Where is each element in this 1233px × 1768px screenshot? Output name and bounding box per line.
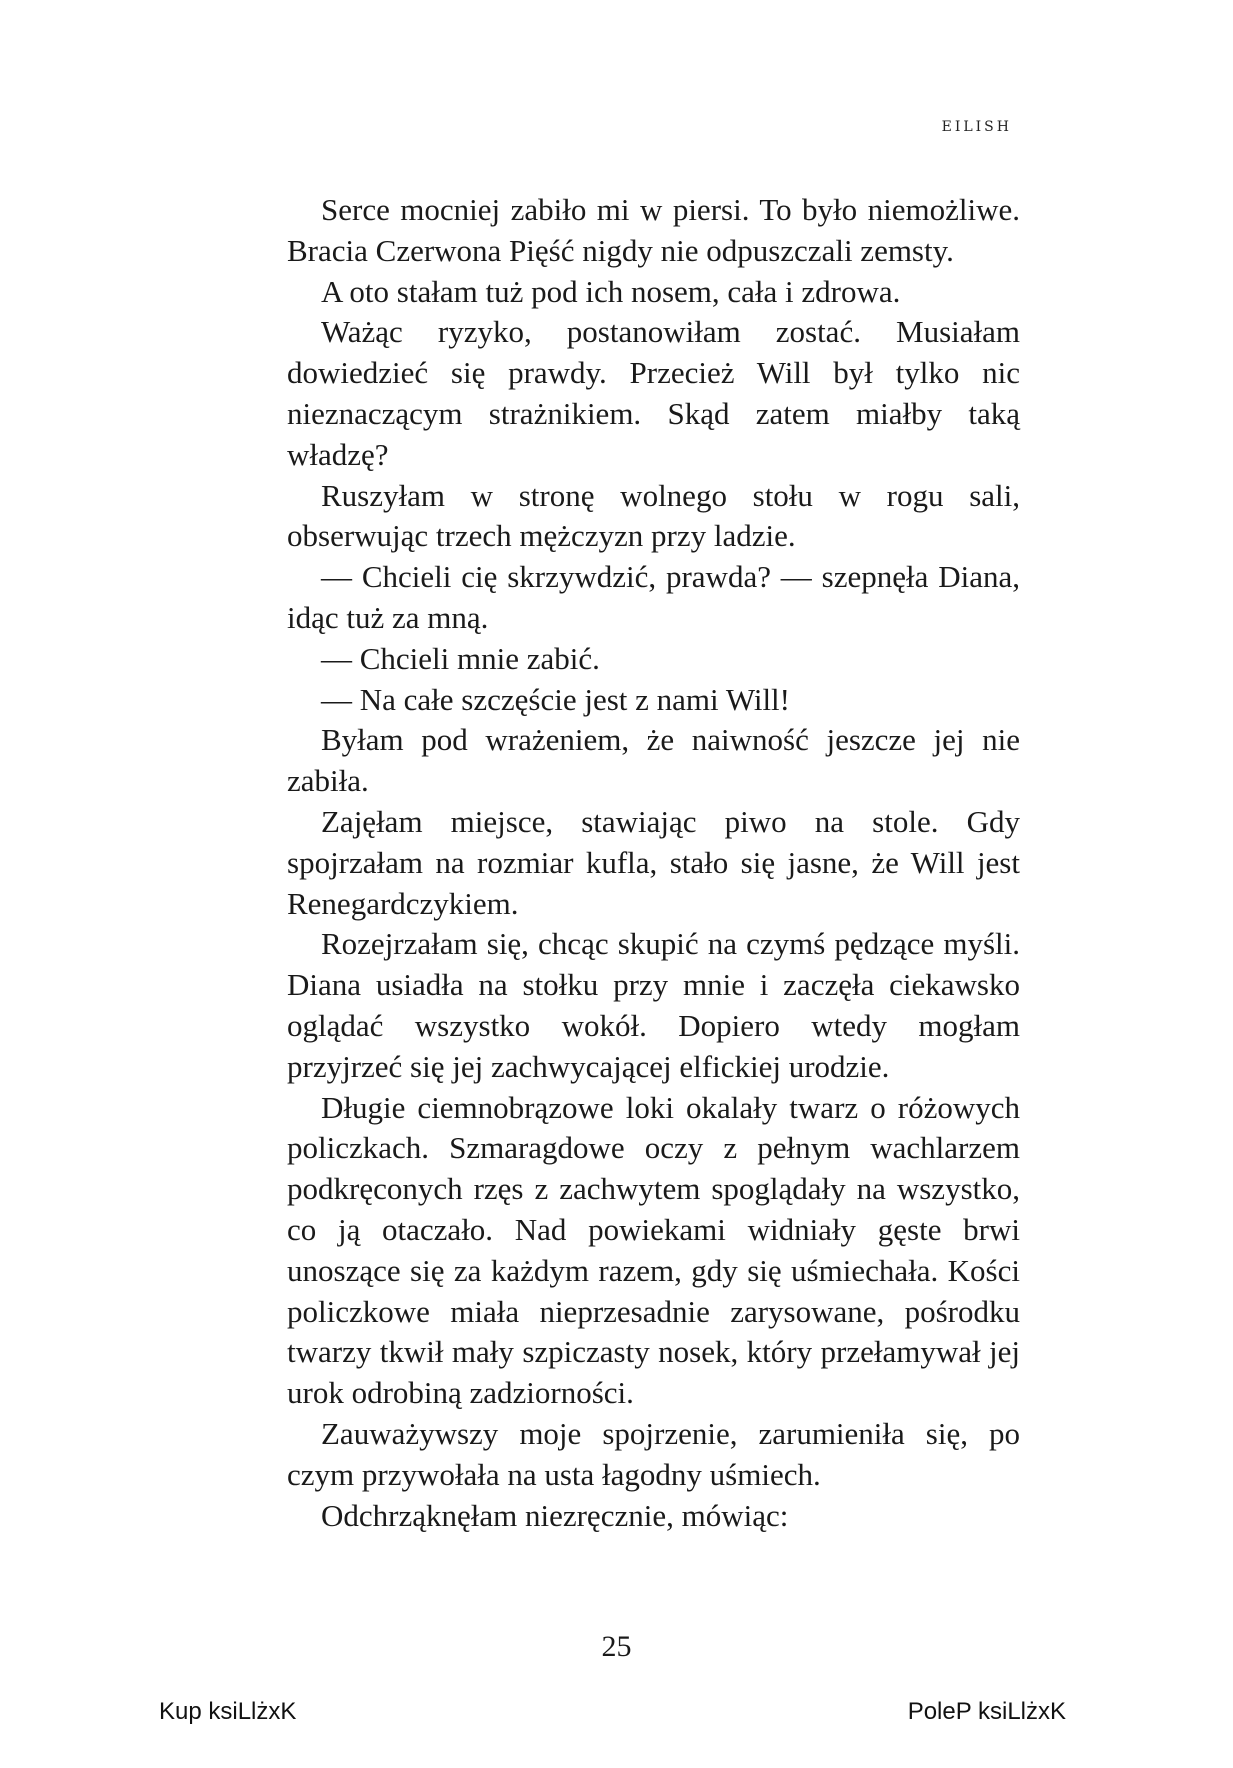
dialogue-line: — Chcieli cię skrzywdzić, prawda? — szepnęła Diana, idąc tuż za mną.: [287, 559, 1020, 635]
paragraph: Długie ciemnobrązowe loki okalały twarz o różowych policzkach. Szmaragdowe oczy z pełnym wachlarzem podkręconych rzęs z zachwytem spoglądały na wszystko, co ją otaczało. Nad powiekami widniały gęste brwi unoszące się za każdym razem, gdy się uśmiechała. Kości policzkowe miała nieprzesadnie zarysowane, pośrodku twarzy tkwił mały szpiczasty nosek, który przełamywał jej urok odrobiną zadziorności.: [287, 1089, 1020, 1411]
paragraph: Byłam pod wrażeniem, że naiwność jeszcze jej nie zabiła.: [287, 722, 1020, 799]
buy-book-link[interactable]: Kup ksiLlżxK: [159, 1698, 297, 1725]
running-head: EILISH: [941, 119, 1012, 135]
paragraph: Zajęłam miejsce, stawiając piwo na stole. Gdy spojrzałam na rozmiar kufla, stało się jasne, że Will jest Renegardczykiem.: [287, 803, 1020, 921]
page-number: 25: [601, 1630, 632, 1663]
recommend-book-link[interactable]: PoleP ksiLlżxK: [907, 1698, 1066, 1725]
dialogue-line: — Chcieli mnie zabić.: [321, 640, 600, 676]
paragraph: Zauważywszy moje spojrzenie, zarumieniła się, po czym przywołała na usta łagodny uśmiech.: [287, 1415, 1020, 1492]
paragraph: Rozejrzałam się, chcąc skupić na czymś pędzące myśli. Diana usiadła na stołku przy mnie i zaczęła ciekawsko oglądać wszystko wokół. Dopiero wtedy mogłam przyjrzeć się jej zachwycającej elfickiej urodzie.: [287, 926, 1020, 1084]
dialogue-line: — Na całe szczęście jest z nami Will!: [321, 681, 790, 717]
body-text: [287, 190, 1020, 1536]
paragraph: Serce mocniej zabiło mi w piersi. To było niemożliwe. Bracia Czerwona Pięść nigdy nie odpuszczali zemsty.: [287, 192, 1020, 268]
paragraph: A oto stałam tuż pod ich nosem, cała i zdrowa.: [321, 273, 901, 309]
paragraph: Odchrząknęłam niezręcznie, mówiąc:: [321, 1497, 789, 1533]
paragraph: Ruszyłam w stronę wolnego stołu w rogu sali, obserwując trzech mężczyzn przy ladzie.: [287, 477, 1020, 554]
paragraph: Ważąc ryzyko, postanowiłam zostać. Musiałam dowiedzieć się prawdy. Przecież Will był tylko nic nieznaczącym strażnikiem. Skąd zatem miałby taką władzę?: [287, 314, 1020, 472]
